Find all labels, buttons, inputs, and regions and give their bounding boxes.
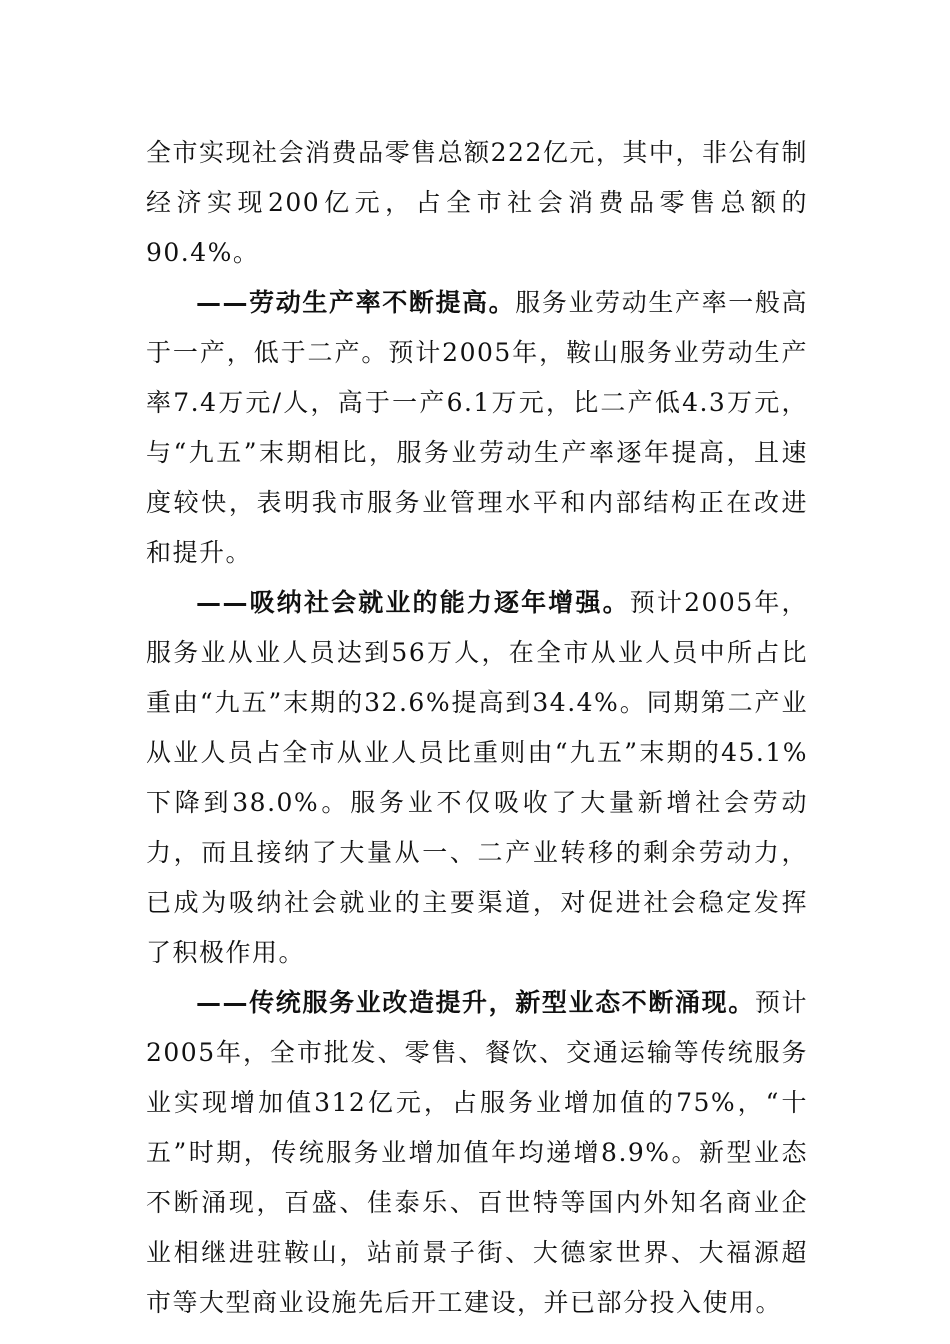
paragraph-employment-capacity bbox=[146, 578, 808, 978]
paragraph-lead-heading: ——吸纳社会就业的能力逐年增强。 bbox=[196, 588, 630, 617]
paragraph-retail-sales bbox=[146, 128, 808, 278]
paragraph-text: 预计2005年，全市批发、零售、餐饮、交通运输等传统服务业实现增加值312亿元，占服务业增加值的75%，“十五”时期，传统服务业增加值年均递增8.9%。新型业态不断涌现，百盛、佳泰乐、百世特等国内外知名商业企业相继进驻鞍山，站前景子街、大德家世界、大福源超市等大型商业设施先后开工建设，并已部分投入使用。 bbox=[146, 988, 808, 1317]
paragraph-text: 预计2005年，服务业从业人员达到56万人，在全市从业人员中所占比重由“九五”末期的32.6%提高到34.4%。同期第二产业从业人员占全市从业人员比重则由“九五”末期的45.1%下降到38.0%。服务业不仅吸收了大量新增社会劳动力，而且接纳了大量从一、二产业转移的剩余劳动力，已成为吸纳社会就业的主要渠道，对促进社会稳定发挥了积极作用。 bbox=[146, 588, 808, 967]
paragraph-text: 全市实现社会消费品零售总额222亿元，其中，非公有制经济实现200亿元，占全市社会消费品零售总额的90.4%。 bbox=[146, 138, 808, 267]
document-body bbox=[146, 128, 808, 1328]
paragraph-text: 服务业劳动生产率一般高于一产，低于二产。预计2005年，鞍山服务业劳动生产率7.4万元/人，高于一产6.1万元，比二产低4.3万元，与“九五”末期相比，服务业劳动生产率逐年提高，且速度较快，表明我市服务业管理水平和内部结构正在改进和提升。 bbox=[146, 288, 808, 567]
paragraph-labor-productivity bbox=[146, 278, 808, 578]
paragraph-lead-heading: ——劳动生产率不断提高。 bbox=[196, 288, 516, 317]
paragraph-lead-heading: ——传统服务业改造提升，新型业态不断涌现。 bbox=[196, 988, 755, 1017]
paragraph-traditional-services bbox=[146, 978, 808, 1328]
